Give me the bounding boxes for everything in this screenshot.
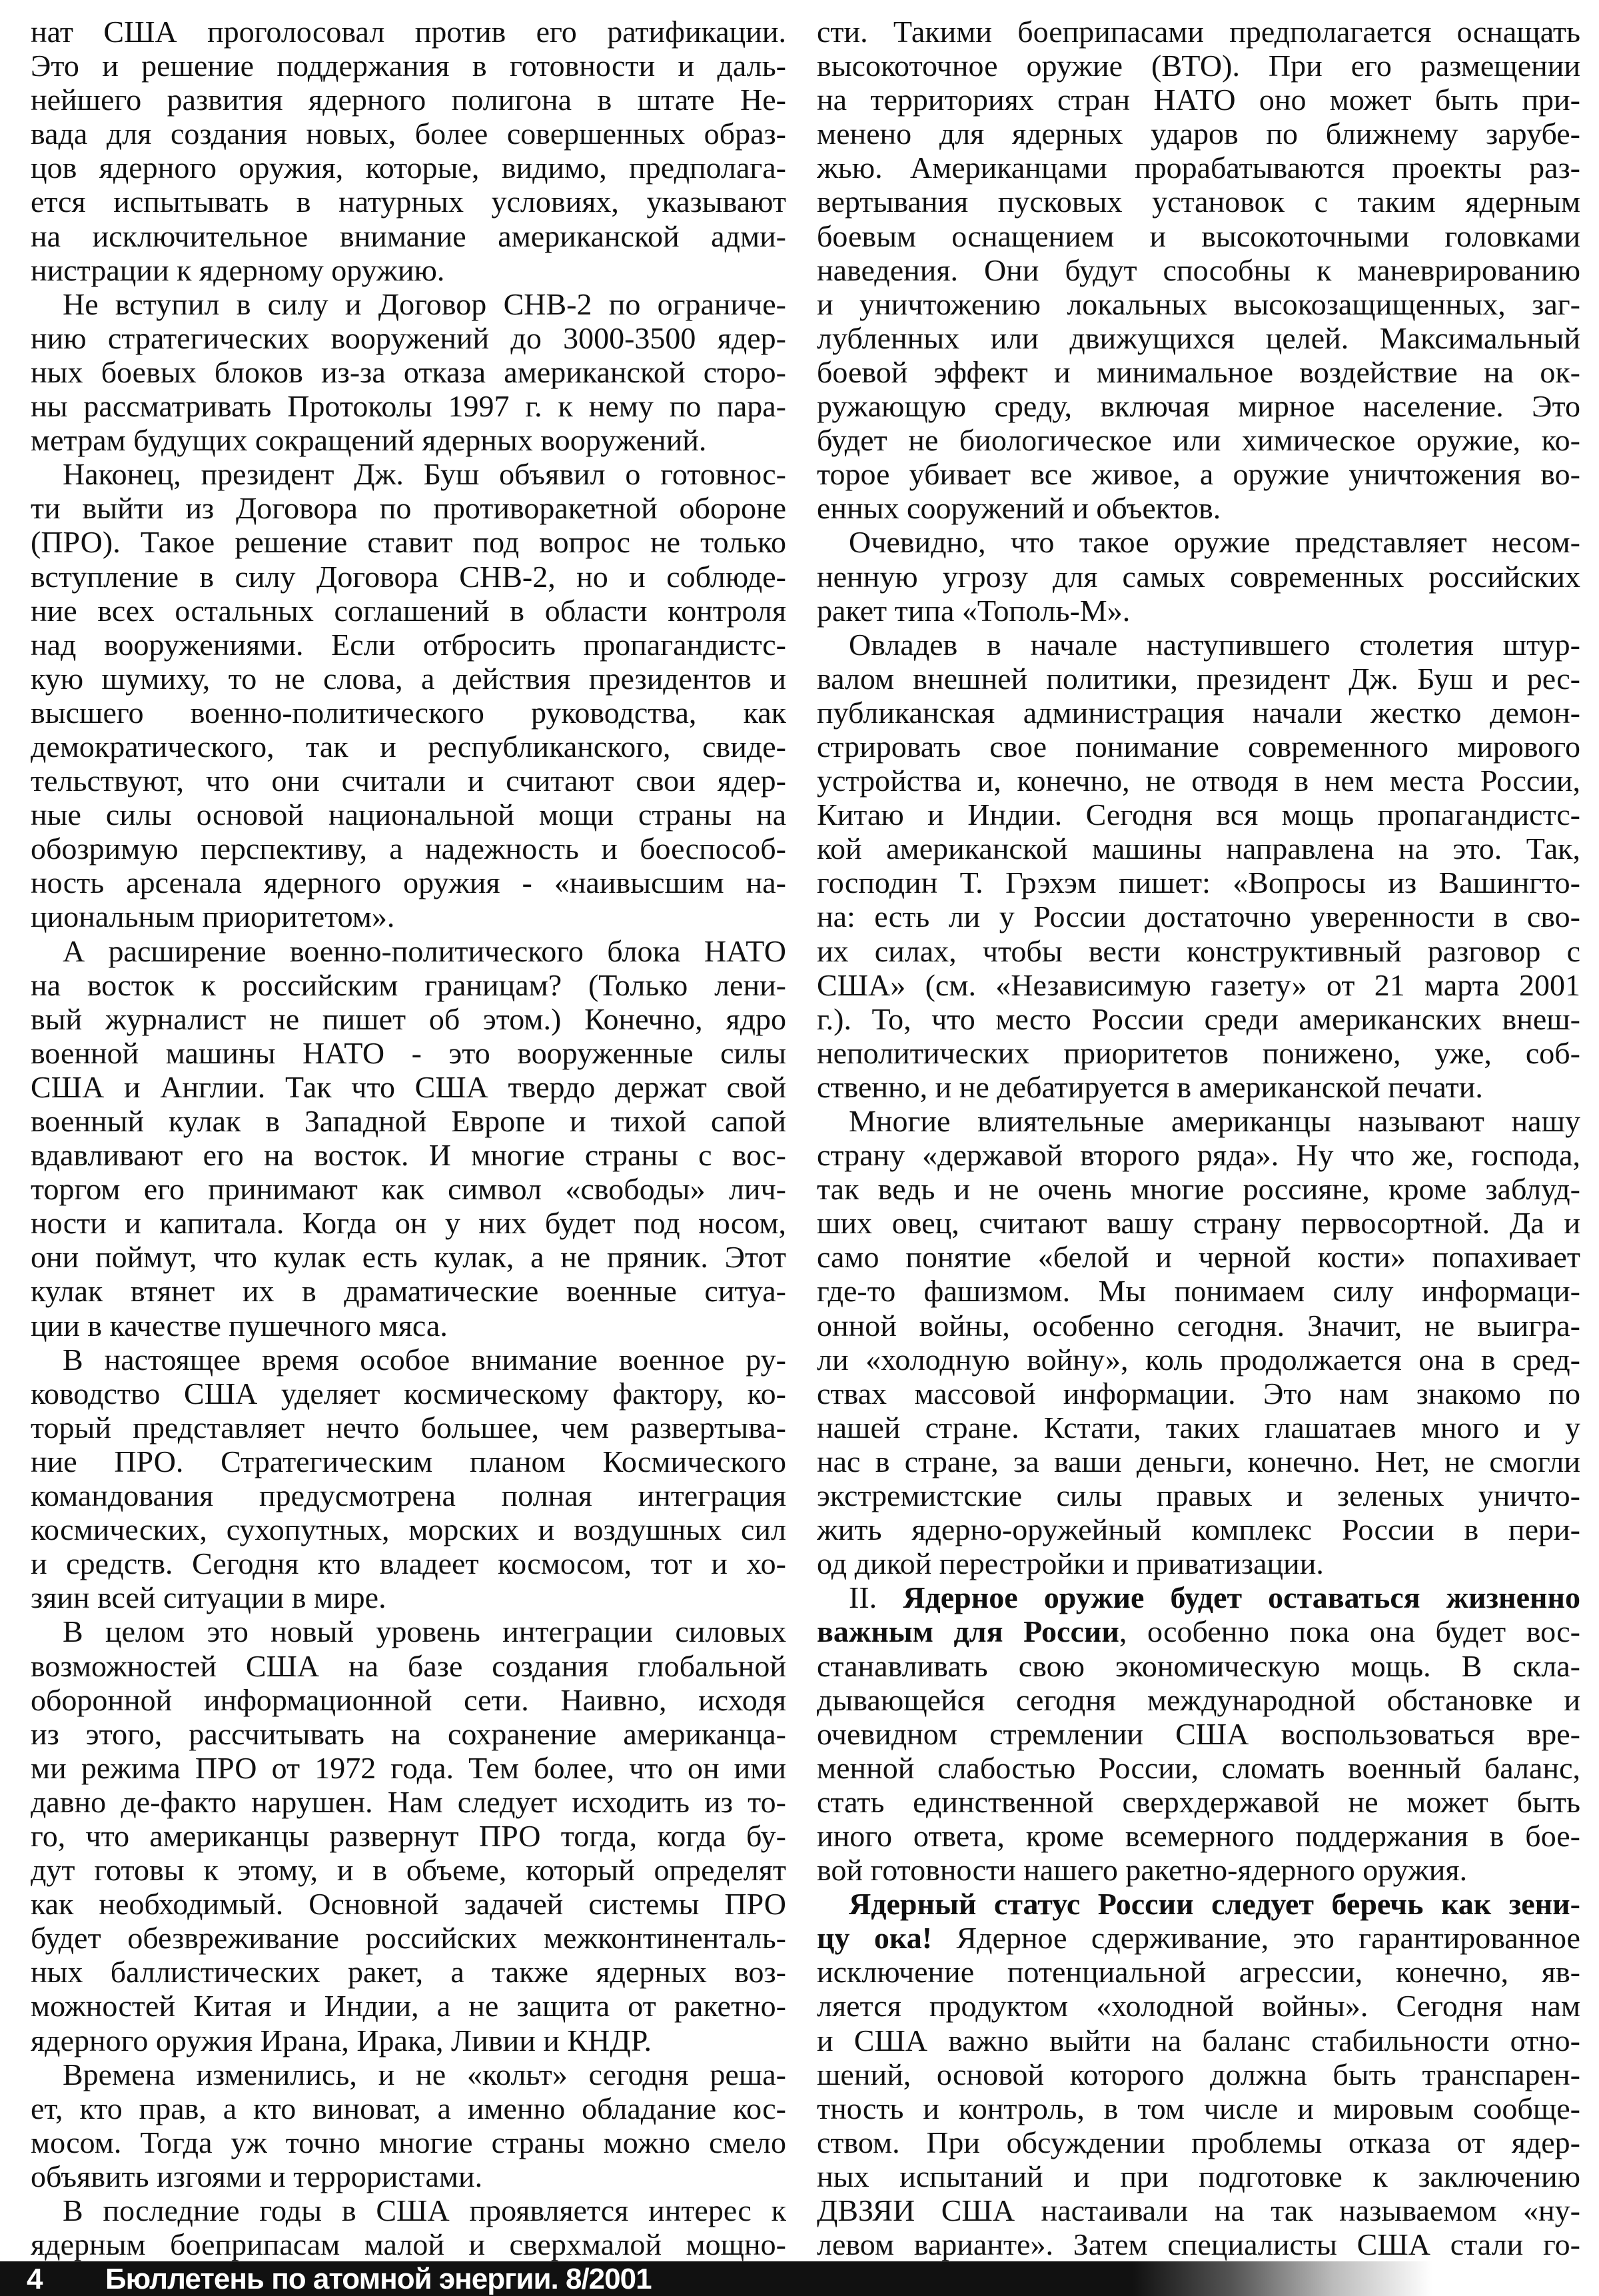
- text-line: вдавливают его на восток. И многие страны с вос-: [31, 1138, 786, 1173]
- right-column: [817, 15, 1580, 2261]
- text-line: само понятие «белой и черной кости» попахивает: [817, 1240, 1580, 1275]
- text-line: ненную угрозу для самых современных российских: [817, 559, 1580, 594]
- text-line: вый журналист не пишет об этом.) Конечно, ядро: [31, 1001, 786, 1036]
- text-line: боевым оснащением и высокоточными головками: [817, 219, 1580, 253]
- text-line: ядерным боеприпасам малой и сверхмалой мощно-: [31, 2227, 786, 2262]
- page-footer: [0, 2261, 1599, 2296]
- text-line: жить ядерно-оружейный комплекс России в пери-: [817, 1512, 1580, 1547]
- paragraph: [31, 1614, 786, 2057]
- text-line: и США важно выйти на баланс стабильности отно-: [817, 2023, 1580, 2057]
- paragraph: [31, 2057, 786, 2193]
- text-line: из этого, рассчитывать на сохранение американца-: [31, 1716, 786, 1751]
- text-line: стрировать свое понимание современного мирового: [817, 729, 1580, 764]
- text-segment: , особенно пока она будет вос-: [1119, 1614, 1580, 1649]
- text-line: США и Англии. Так что США твердо держат свой: [31, 1069, 786, 1104]
- paragraph: [31, 287, 786, 457]
- text-line: ние всех остальных соглашений в области контроля: [31, 593, 786, 628]
- text-line: ти выйти из Договора по противоракетной обороне: [31, 491, 786, 526]
- paragraph: [817, 1887, 1580, 2261]
- text-line: Очевидно, что такое оружие представляет несом-: [849, 525, 1580, 560]
- paragraph: [31, 1343, 786, 1615]
- text-line: на исключительное внимание американской адми-: [31, 219, 786, 253]
- paragraph: [817, 1580, 1580, 1887]
- text-line: ственно, и не дебатируется в американской печати.: [817, 1069, 1483, 1104]
- text-line: боевой эффект и минимальное воздействие на ок-: [817, 354, 1580, 389]
- page-number: 4: [27, 2263, 43, 2295]
- text-line: ется испытывать в натурных условиях, указывают: [31, 185, 786, 219]
- text-line: можностей Китая и Индии, а не защита от ракетно-: [31, 1989, 786, 2023]
- text-line: ных баллистических ракет, а также ядерных воз-: [31, 1955, 786, 1990]
- text-line: ность арсенала ядерного оружия - «наивысшим на-: [31, 865, 786, 900]
- text-line: [817, 1614, 1580, 1648]
- text-line: станавливать свою экономическую мощь. В скла-: [817, 1648, 1580, 1683]
- text-line: демократического, так и республиканского, свиде-: [31, 729, 786, 764]
- text-line: Китаю и Индии. Сегодня вся мощь пропагандистс-: [817, 798, 1580, 832]
- text-line: нейшего развития ядерного полигона в штате Не-: [31, 83, 786, 117]
- text-line: обозримую перспективу, а надежность и боеспособ-: [31, 832, 786, 866]
- text-line: военной машины НАТО - это вооруженные силы: [31, 1035, 786, 1070]
- text-line: стать единственной сверхдержавой не может быть: [817, 1784, 1580, 1819]
- text-line: устройства и, конечно, не отводя в нем места России,: [817, 764, 1580, 798]
- text-line: ружающую среду, включая мирное население. Это: [817, 389, 1580, 424]
- text-line: [817, 1580, 1580, 1614]
- bold-text: Ядерное оружие будет оставаться жизненно: [903, 1580, 1580, 1615]
- text-line: онной войны, особенно сегодня. Значит, не выигра-: [817, 1308, 1580, 1343]
- text-line: США» (см. «Независимую газету» от 21 марта 2001: [817, 967, 1580, 1002]
- text-line: нат США проголосовал против его ратификации.: [31, 15, 786, 49]
- text-line: ные силы основой национальной мощи страны на: [31, 798, 786, 832]
- paragraph: [31, 2193, 786, 2261]
- text-line: на территориях стран НАТО оно может быть при-: [817, 83, 1580, 117]
- text-line: возможностей США на базе создания глобальной: [31, 1648, 786, 1683]
- text-line: оборонной информационной сети. Наивно, исходя: [31, 1682, 786, 1717]
- text-line: наведения. Они будут способны к маневрированию: [817, 253, 1580, 287]
- text-line: будет обезвреживание российских межконтиненталь-: [31, 1921, 786, 1956]
- text-line: зяин всей ситуации в мире.: [31, 1580, 386, 1615]
- text-line: лубленных или движущихся целей. Максимальный: [817, 320, 1580, 355]
- text-line: Наконец, президент Дж. Буш объявил о готовнос-: [63, 457, 786, 492]
- text-line: дывающейся сегодня международной обстановке и: [817, 1682, 1580, 1717]
- text-line: жью. Американцами прорабатываются проекты раз-: [817, 151, 1580, 185]
- text-line: ководство США уделяет космическому фактору, ко-: [31, 1376, 786, 1411]
- text-line: космических, сухопутных, морских и воздушных сил: [31, 1512, 786, 1547]
- text-line: ракет типа «Тополь-М».: [817, 593, 1131, 628]
- text-line: тельствуют, что они считали и считают свои ядер-: [31, 764, 786, 798]
- text-line: од дикой перестройки и приватизации.: [817, 1546, 1324, 1581]
- text-line: шений, основой которого должна быть транспарен-: [817, 2057, 1580, 2091]
- text-line: валом внешней политики, президент Дж. Буш и рес-: [817, 661, 1580, 696]
- text-line: господин Т. Грэхэм пишет: «Вопросы из Вашингто-: [817, 865, 1580, 900]
- text-line: торое убивает все живое, а оружие уничтожения во-: [817, 457, 1580, 492]
- text-line: будет не биологическое или химическое оружие, ко-: [817, 423, 1580, 458]
- text-line: на восток к российским границам? (Только лени-: [31, 967, 786, 1002]
- text-line: как необходимый. Основной задачей системы ПРО: [31, 1887, 786, 1922]
- text-line: нистрации к ядерному оружию.: [31, 253, 445, 287]
- text-line: иного ответа, кроме всемерного поддержания в бое-: [817, 1818, 1580, 1853]
- paragraph: [31, 15, 786, 287]
- text-line: ли «холодную войну», коль продолжается она в сред-: [817, 1342, 1580, 1377]
- text-line: экстремистские силы правых и зеленых уничто-: [817, 1478, 1580, 1513]
- text-line: [817, 1887, 1580, 1921]
- text-line: ствах массовой информации. Это нам знакомо по: [817, 1376, 1580, 1411]
- text-line: торгом его принимают как символ «свободы» лич-: [31, 1172, 786, 1207]
- paragraph: [817, 15, 1580, 525]
- bold-text: важным для России: [817, 1614, 1119, 1649]
- text-line: дут готовы к этому, и в объеме, который определят: [31, 1853, 786, 1888]
- text-line: и уничтожению локальных высокозащищенных, заг-: [817, 287, 1580, 321]
- left-column: [31, 15, 786, 2261]
- text-line: А расширение военно-политического блока НАТО: [63, 933, 786, 968]
- text-line: метрам будущих сокращений ядерных вооружений.: [31, 423, 707, 458]
- text-line: В настоящее время особое внимание военное ру-: [63, 1342, 786, 1377]
- paragraph: [31, 457, 786, 933]
- text-line: командования предусмотрена полная интеграция: [31, 1478, 786, 1513]
- text-line: публиканская администрация начали жестко демон-: [817, 695, 1580, 730]
- text-line: Овладев в начале наступившего столетия штур-: [849, 627, 1580, 662]
- text-line: ных испытаний и при подготовке к заключению: [817, 2159, 1580, 2193]
- text-line: Это и решение поддержания в готовности и даль-: [31, 49, 786, 83]
- paragraph: [817, 628, 1580, 1104]
- publication-title: Бюллетень по атомной энергии. 8/2001: [105, 2263, 652, 2295]
- text-line: нашей стране. Кстати, таких глашатаев много и у: [817, 1410, 1580, 1444]
- text-line: военный кулак в Западной Европе и тихой сапой: [31, 1104, 786, 1138]
- text-line: енных сооружений и объектов.: [817, 491, 1221, 526]
- text-line: ляется продуктом «холодной войны». Сегодня нам: [817, 1989, 1580, 2023]
- text-line: менной слабостью России, сломать военный баланс,: [817, 1750, 1580, 1785]
- text-line: тность и контроль, в том числе и мировым сообще-: [817, 2091, 1580, 2125]
- text-line: очевидном стремлении США воспользоваться вре-: [817, 1716, 1580, 1751]
- text-line: Многие влиятельные американцы называют нашу: [849, 1104, 1580, 1138]
- text-line: вада для создания новых, более совершенных образ-: [31, 117, 786, 151]
- text-line: Времена изменились, и не «кольт» сегодня реша-: [63, 2057, 786, 2091]
- text-segment: Ядерное сдерживание, это гарантированное: [932, 1921, 1580, 1956]
- text-line: высшего военно-политического руководства, как: [31, 695, 786, 730]
- text-line: торый представляет нечто большее, чем развертыва-: [31, 1410, 786, 1444]
- text-line: менено для ядерных ударов по ближнему зарубе-: [817, 117, 1580, 151]
- text-line: ных боевых блоков из-за отказа американской сторо-: [31, 354, 786, 389]
- paragraph: [31, 934, 786, 1343]
- text-line: вертывания пусковых установок с таким ядерным: [817, 185, 1580, 219]
- text-line: ет, кто прав, а кто виноват, а именно обладание кос-: [31, 2091, 786, 2125]
- text-line: левом варианте». Затем специалисты США стали го-: [817, 2227, 1580, 2262]
- paragraph: [817, 525, 1580, 627]
- bold-text: цу ока!: [817, 1921, 933, 1956]
- text-line: высокоточное оружие (ВТО). При его размещении: [817, 49, 1580, 83]
- text-line: вой готовности нашего ракетно-ядерного оружия.: [817, 1853, 1468, 1888]
- text-line: вступление в силу Договора СНВ-2, но и соблюде-: [31, 559, 786, 594]
- text-line: Не вступил в силу и Договор СНВ-2 по ограниче-: [63, 287, 786, 321]
- text-line: и средств. Сегодня кто владеет космосом, тот и хо-: [31, 1546, 786, 1581]
- text-line: г.). То, что место России среди американских внеш-: [817, 1001, 1580, 1036]
- text-line: ны рассматривать Протоколы 1997 г. к нему по пара-: [31, 389, 786, 424]
- bold-text: Ядерный статус России следует беречь как зени-: [849, 1887, 1580, 1922]
- text-line: ции в качестве пушечного мяса.: [31, 1308, 448, 1343]
- text-line: ших овец, считают вашу страну первосортной. Да и: [817, 1206, 1580, 1241]
- text-line: кулак втянет их в драматические военные ситуа-: [31, 1274, 786, 1309]
- text-segment: II.: [849, 1580, 903, 1615]
- text-line: на: есть ли у России достаточно уверенности в сво-: [817, 899, 1580, 934]
- text-line: циональным приоритетом».: [31, 899, 395, 934]
- text-line: мосом. Тогда уж точно многие страны можно смело: [31, 2125, 786, 2159]
- text-line: так ведь и не очень многие россияне, кроме заблуд-: [817, 1172, 1580, 1207]
- text-line: ние ПРО. Стратегическим планом Космического: [31, 1444, 786, 1478]
- text-line: исключение потенциальной агрессии, конечно, яв-: [817, 1955, 1580, 1990]
- text-line: [817, 1921, 1580, 1955]
- text-line: ДВЗЯИ США настаивали на так называемом «ну-: [817, 2193, 1580, 2227]
- text-line: ядерного оружия Ирана, Ирака, Ливии и КНДР.: [31, 2023, 652, 2057]
- text-line: они поймут, что кулак есть кулак, а не пряник. Этот: [31, 1240, 786, 1275]
- text-line: неполитических приоритетов понижено, уже, соб-: [817, 1035, 1580, 1070]
- text-line: сти. Такими боеприпасами предполагается оснащать: [817, 15, 1580, 49]
- text-line: объявить изгоями и террористами.: [31, 2159, 483, 2193]
- text-line: нас в стране, за ваши деньги, конечно. Нет, не смогли: [817, 1444, 1580, 1478]
- text-line: где-то фашизмом. Мы понимаем силу информаци-: [817, 1274, 1580, 1309]
- text-line: В последние годы в США проявляется интерес к: [63, 2193, 786, 2227]
- text-line: В целом это новый уровень интеграции силовых: [63, 1614, 786, 1649]
- text-line: кую шумиху, то не слова, а действия президентов и: [31, 661, 786, 696]
- text-line: их силах, чтобы вести конструктивный разговор с: [817, 933, 1580, 968]
- text-line: цов ядерного оружия, которые, видимо, предполага-: [31, 151, 786, 185]
- text-line: (ПРО). Такое решение ставит под вопрос не только: [31, 525, 786, 560]
- text-line: го, что американцы развернут ПРО тогда, когда бу-: [31, 1818, 786, 1853]
- text-line: ности и капитала. Когда он у них будет под носом,: [31, 1206, 786, 1241]
- text-line: давно де-факто нарушен. Нам следует исходить из то-: [31, 1784, 786, 1819]
- paragraph: [817, 1104, 1580, 1580]
- text-line: над вооружениями. Если отбросить пропагандистс-: [31, 627, 786, 662]
- text-line: страну «державой второго ряда». Ну что же, господа,: [817, 1138, 1580, 1173]
- text-line: ством. При обсуждении проблемы отказа от ядер-: [817, 2125, 1580, 2159]
- text-line: нию стратегических вооружений до 3000-3500 ядер-: [31, 320, 786, 355]
- text-line: кой американской машины направлена на это. Так,: [817, 832, 1580, 866]
- text-line: ми режима ПРО от 1972 года. Тем более, что он ими: [31, 1750, 786, 1785]
